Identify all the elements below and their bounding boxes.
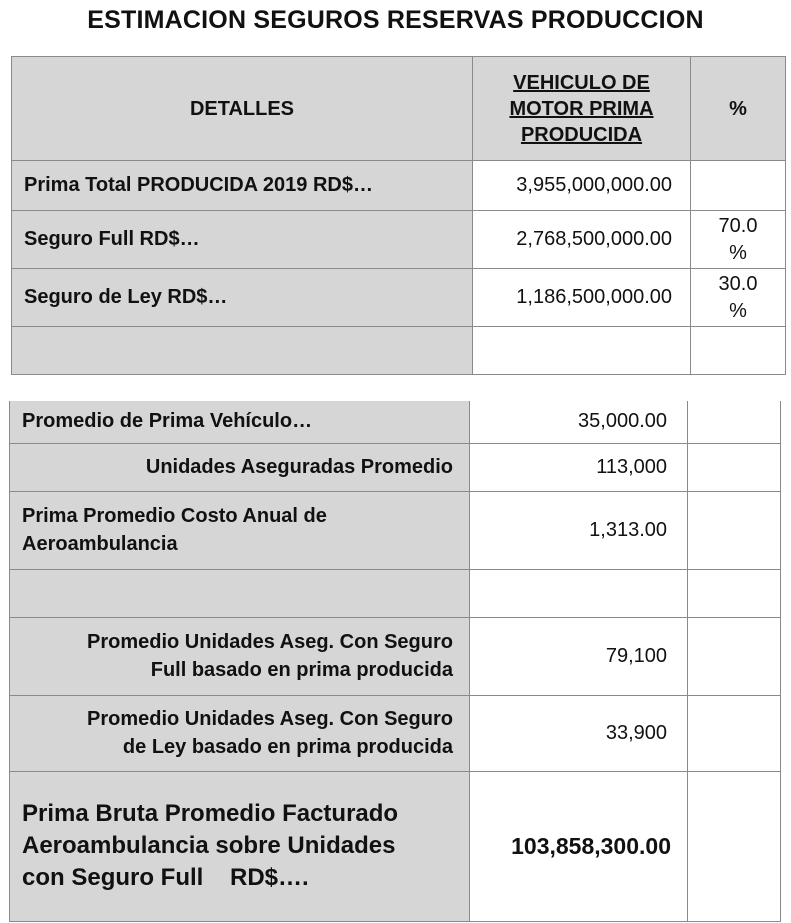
row-extra xyxy=(688,491,781,569)
row-label: Seguro Full RD$… xyxy=(12,211,473,269)
percent-value: 30.0 xyxy=(718,272,758,295)
label-line: Full basado en prima producida xyxy=(150,659,453,681)
table-row xyxy=(12,269,786,327)
percent-header: % xyxy=(691,57,786,161)
details-header: DETALLES xyxy=(12,57,473,161)
label-line: Promedio Unidades Aseg. Con Seguro xyxy=(87,708,453,730)
label-line: Promedio Unidades Aseg. Con Seguro xyxy=(87,631,453,653)
page-title: ESTIMACION SEGUROS RESERVAS PRODUCCION xyxy=(87,6,704,34)
label-line: Aeroambulancia xyxy=(22,533,178,555)
table-row xyxy=(10,491,781,569)
row-label xyxy=(10,617,470,695)
row-extra xyxy=(688,771,781,921)
empty-row xyxy=(12,327,786,375)
row-label: Seguro de Ley RD$… xyxy=(12,269,473,327)
row-percent xyxy=(691,161,786,211)
row-value: 3,955,000,000.00 xyxy=(473,161,691,211)
row-percent xyxy=(691,211,786,269)
table-row xyxy=(12,161,786,211)
total-label xyxy=(10,771,470,921)
row-extra xyxy=(688,443,781,491)
vehicle-header-line3: PRODUCIDA xyxy=(520,123,643,146)
label-line: Aeroambulancia sobre Unidades xyxy=(22,832,396,859)
vehicle-header-line1: VEHICULO DE xyxy=(513,71,650,94)
label-line: Prima Bruta Promedio Facturado xyxy=(22,800,399,827)
row-label xyxy=(10,491,470,569)
table-header-row xyxy=(12,57,786,161)
vehicle-premium-header xyxy=(473,57,691,161)
premium-production-table xyxy=(11,56,786,375)
row-value: 35,000.00 xyxy=(470,401,688,443)
label-line: de Ley basado en prima producida xyxy=(122,736,453,758)
row-percent xyxy=(691,269,786,327)
row-percent xyxy=(691,327,786,375)
row-label xyxy=(10,569,470,617)
aeroambulance-estimate-table xyxy=(9,401,781,922)
row-extra xyxy=(688,569,781,617)
percent-value: 70.0 xyxy=(718,214,758,237)
row-value xyxy=(470,569,688,617)
table-row xyxy=(10,401,781,443)
table-row xyxy=(10,443,781,491)
row-label: Prima Total PRODUCIDA 2019 RD$… xyxy=(12,161,473,211)
row-label xyxy=(12,327,473,375)
row-label: Unidades Aseguradas Promedio xyxy=(10,443,470,491)
total-value: 103,858,300.00 xyxy=(470,771,688,921)
row-extra xyxy=(688,695,781,771)
row-value: 113,000 xyxy=(470,443,688,491)
table-row xyxy=(12,211,786,269)
row-label xyxy=(10,695,470,771)
percent-sign: % xyxy=(729,299,747,322)
total-row xyxy=(10,771,781,921)
table-row xyxy=(10,695,781,771)
vehicle-header-line2: MOTOR PRIMA xyxy=(509,97,654,120)
label-line: con Seguro Full RD$…. xyxy=(22,864,309,891)
row-value: 33,900 xyxy=(470,695,688,771)
row-label: Promedio de Prima Vehículo… xyxy=(10,401,470,443)
row-value: 79,100 xyxy=(470,617,688,695)
row-value: 1,186,500,000.00 xyxy=(473,269,691,327)
table-row xyxy=(10,617,781,695)
row-value xyxy=(473,327,691,375)
row-extra xyxy=(688,617,781,695)
percent-sign: % xyxy=(729,241,747,264)
label-line: Prima Promedio Costo Anual de xyxy=(22,505,327,527)
row-value: 1,313.00 xyxy=(470,491,688,569)
row-value: 2,768,500,000.00 xyxy=(473,211,691,269)
empty-row xyxy=(10,569,781,617)
row-extra xyxy=(688,401,781,443)
